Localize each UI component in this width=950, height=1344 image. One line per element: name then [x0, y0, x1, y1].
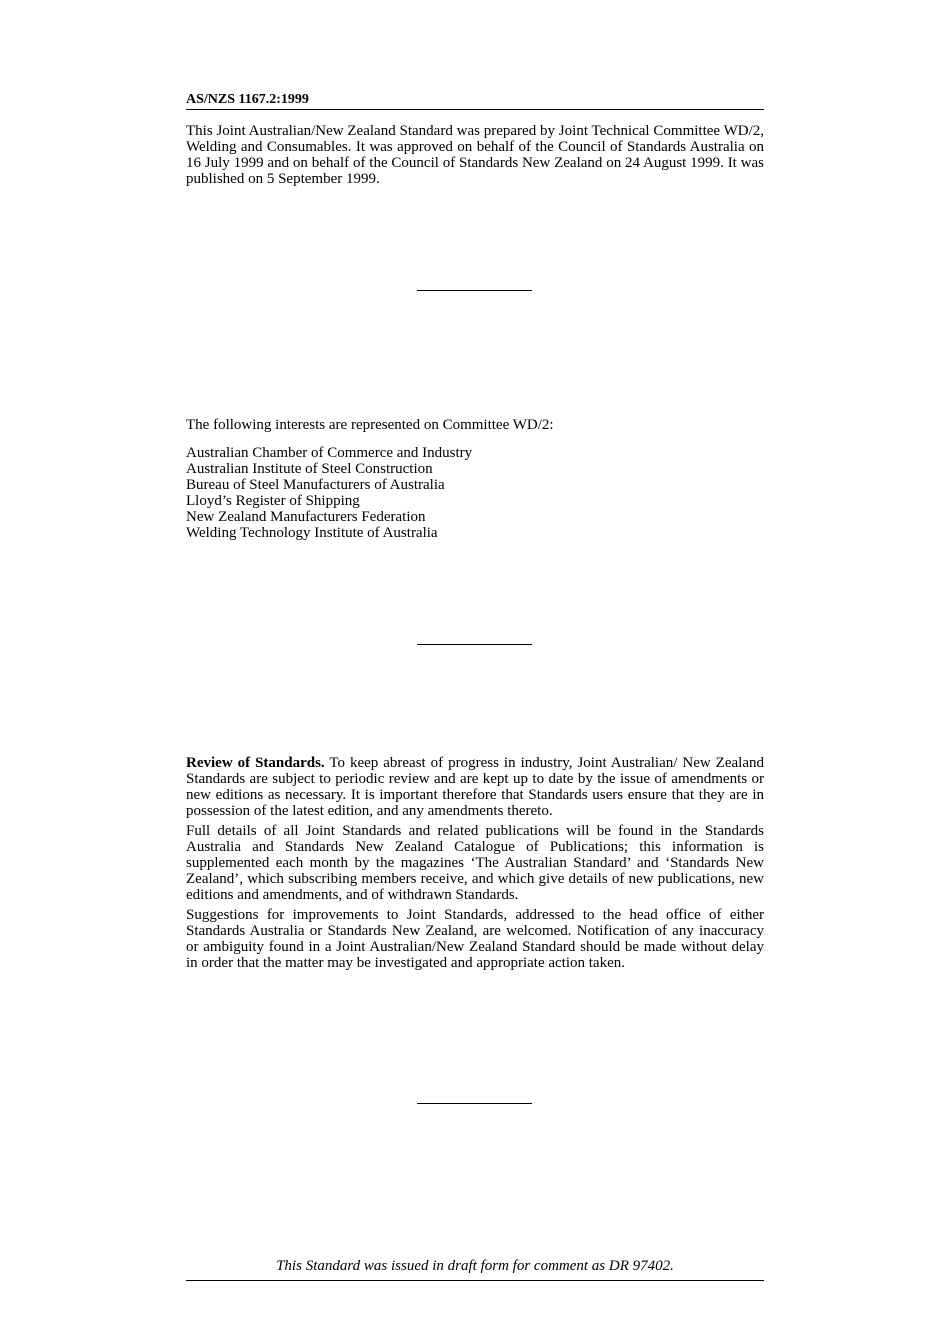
review-paragraph-1 — [186, 755, 764, 819]
review-heading: Review of Standards. — [186, 755, 325, 771]
preparation-statement: This Joint Australian/New Zealand Standard was prepared by Joint Technical Committee WD/2, Welding and Consumables. It was approved on behalf of the Council of Standards Australia on 16 July 1999 and on behalf of the Council of Standards New Zealand on 24 August 1999. It was published on 5 September 1999. — [186, 123, 764, 187]
section-divider — [417, 1103, 532, 1104]
list-item: New Zealand Manufacturers Federation — [186, 509, 426, 525]
committee-interests-list — [186, 445, 472, 541]
list-item: Australian Institute of Steel Construction — [186, 461, 433, 477]
page-header — [186, 91, 764, 110]
list-item: Bureau of Steel Manufacturers of Australia — [186, 477, 445, 493]
document-page — [186, 0, 764, 1344]
review-paragraph-3: Suggestions for improvements to Joint Standards, addressed to the head office of either Standards Australia or Standards New Zealand, are welcomed. Notification of any inaccuracy or ambiguity found in a Joint Australian/New Zealand Standard should be made without delay in order that the matter may be investigated and appropriate action taken. — [186, 907, 764, 971]
review-paragraph-2: Full details of all Joint Standards and related publications will be found in the Standards Australia and Standards New Zealand Catalogue of Publications; this information is supplemented each month by the magazines ‘The Australian Standard’ and ‘Standards New Zealand’, which subscribing members receive, and which give details of new publications, new editions and amendments, and of withdrawn Standards. — [186, 823, 764, 903]
list-item: Australian Chamber of Commerce and Industry — [186, 445, 473, 461]
committee-interests-intro: The following interests are represented on Committee WD/2: — [186, 417, 554, 433]
list-item: Lloyd’s Register of Shipping — [186, 493, 360, 509]
list-item: Welding Technology Institute of Australia — [186, 525, 438, 541]
document-id: AS/NZS 1167.2:1999 — [186, 92, 309, 107]
draft-notice-footer — [186, 1258, 764, 1281]
section-divider — [417, 290, 532, 291]
section-divider — [417, 644, 532, 645]
draft-notice: This Standard was issued in draft form for comment as DR 97402. — [276, 1258, 674, 1274]
review-paragraph-1-text: To keep abreast of progress in industry, Joint Australian/ New Zealand Standards are subject to periodic review and are kept up to date by the issue of amendments or new editions as necessary. It is important therefore that Standards users ensure that they are in possession of the latest edition, and any amendments thereto. — [186, 755, 764, 819]
review-of-standards-section — [186, 755, 764, 975]
